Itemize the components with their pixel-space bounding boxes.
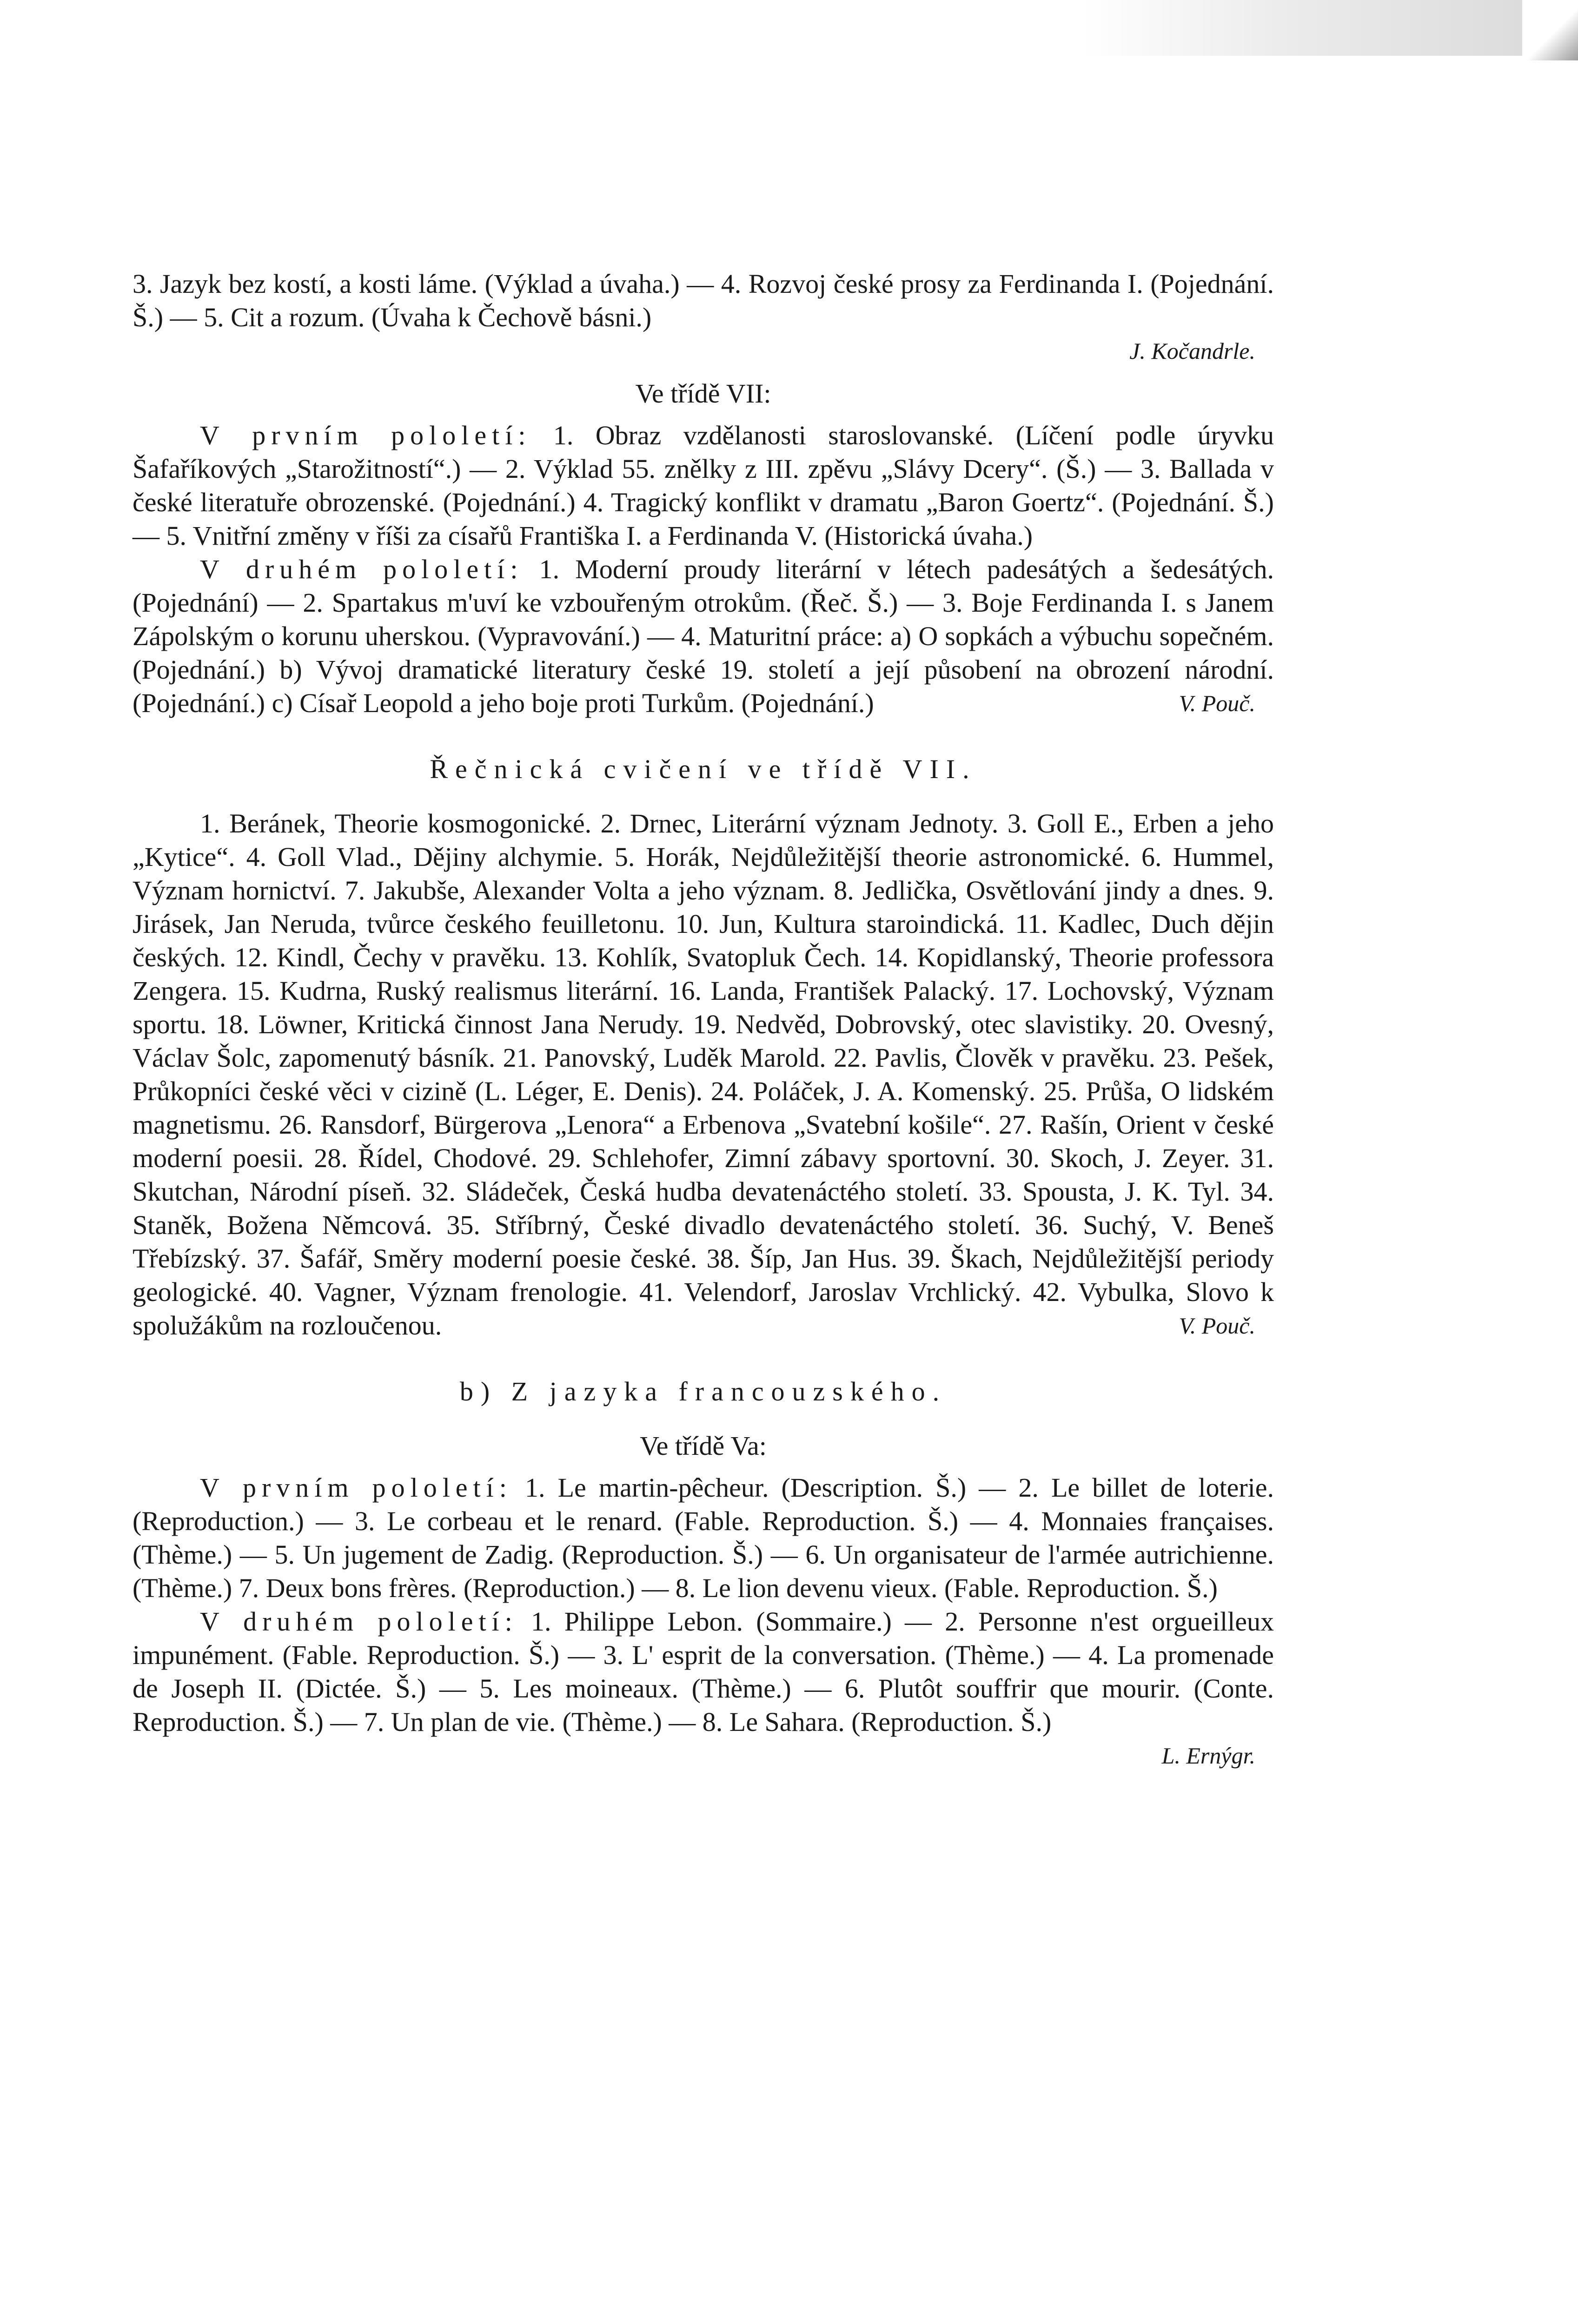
term-paragraph	[133, 1605, 1274, 1739]
term-text: 1. Le martin-pêcheur. (Description. Š.) — 2. Le billet de loterie. (Reproduction.) — 3. Le corbeau et le renard. (Fable. Reproduction. Š.) — 4. Monnaies françaises. (Thème.) — 5. Un jugement de Zadig. (Reproduction. Š.) — 6. Un organisateur de l'armée autrichienne. (Thème.) 7. Deux bons frères. (Reproduction.) — 8. Le lion devenu vieux. (Fable. Reproduction. Š.)	[133, 1472, 1274, 1603]
scan-edge-shading	[1083, 0, 1578, 56]
section-heading: Řečnická cvičení ve třídě VII.	[430, 754, 977, 784]
term-paragraph	[133, 553, 1274, 720]
essay-topics-paragraph: 3. Jazyk bez kostí, a kosti láme. (Výklad a úvaha.) — 4. Rozvoj české prosy za Ferdinanda I. (Pojednání. Š.) — 5. Cit a rozum. (Úvaha k Čechově básni.)	[133, 269, 1274, 332]
term-label: V druhém pololetí:	[200, 1606, 518, 1637]
term-label: V prvním pololetí:	[200, 1472, 512, 1503]
speech-list-text: 1. Beránek, Theorie kosmogonické. 2. Drnec, Literární význam Jednoty. 3. Goll E., Erben a jeho „Kytice“. 4. Goll Vlad., Dějiny alchymie. 5. Horák, Nejdůležitější theorie astronomické. 6. Hummel, Význam hornictví. 7. Jakubše, Alexander Volta a jeho význam. 8. Jedlička, Osvětlování jindy a dnes. 9. Jirásek, Jan Neruda, tvůrce českého feuilletonu. 10. Jun, Kultura staroindická. 11. Kadlec, Duch dějin českých. 12. Kindl, Čechy v pravěku. 13. Kohlík, Svatopluk Čech. 14. Kopidlanský, Theorie professora Zengera. 15. Kudrna, Ruský realismus literární. 16. Landa, František Palacký. 17. Lochovský, Význam sportu. 18. Löwner, Kritická činnost Jana Nerudy. 19. Nedvěd, Dobrovský, otec slavistiky. 20. Ovesný, Václav Šolc, zapomenutý básník. 21. Panovský, Luděk Marold. 22. Pavlis, Člověk v pravěku. 23. Pešek, Průkopníci české věci v cizině (L. Léger, E. Denis). 24. Poláček, J. A. Komenský. 25. Průša, O lidském magnetismu. 26. Ransdorf, Bürgerova „Lenora“ a Erbenova „Svatební košile“. 27. Rašín, Orient v české moderní poesii. 28. Řídel, Chodové. 29. Schlehofer, Zimní zábavy sportovní. 30. Skoch, J. Zeyer. 31. Skutchan, Národní píseň. 32. Sládeček, Česká hudba devatenáctého století. 33. Spousta, J. K. Tyl. 34. Staněk, Božena Němcová. 35. Stříbrný, České divadlo devatenáctého století. 36. Suchý, V. Beneš Třebízský. 37. Šafář, Směry moderní poesie české. 38. Šíp, Jan Hus. 39. Škach, Nejdůležitější periody geologické. 40. Vagner, Význam frenologie. 41. Velendorf, Jaroslav Vrchlický. 42. Vybulka, Slovo k spolužákům na rozloučenou.	[133, 808, 1274, 1340]
class-heading: Ve třídě Va:	[640, 1431, 767, 1461]
section-heading: b) Z jazyka francouzského.	[459, 1376, 947, 1406]
term-text: 1. Philippe Lebon. (Sommaire.) — 2. Personne n'est orgueilleux impunément. (Fable. Reproduction. Š.) — 3. L' esprit de la conversation. (Thème.) — 4. La promenade de Joseph II. (Dictée. Š.) — 5. Les moineaux. (Thème.) — 6. Plutôt souffrir que mourir. (Conte. Reproduction. Š.) — 7. Un plan de vie. (Thème.) — 8. Le Sahara. (Reproduction. Š.)	[133, 1606, 1274, 1737]
text-column	[133, 267, 1274, 1772]
term-paragraph	[133, 1471, 1274, 1605]
class-heading: Ve třídě VII:	[635, 378, 771, 409]
speech-list-paragraph	[133, 807, 1274, 1342]
term-label: V prvním pololetí:	[200, 420, 531, 450]
scan-corner-fold	[1522, 0, 1578, 60]
teacher-signature: V. Pouč.	[1179, 690, 1255, 716]
term-paragraph	[133, 419, 1274, 553]
term-text: 1. Moderní proudy literární v létech padesátých a šedesátých. (Pojednání) — 2. Spartakus m'uví ke vzbouřeným otrokům. (Řeč. Š.) — 3. Boje Ferdinanda I. s Janem Zápolským o korunu uherskou. (Vypravování.) — 4. Maturitní práce: a) O sopkách a výbuchu sopečném. (Pojednání.) b) Vývoj dramatické literatury české 19. století a její působení na obrození národní. (Pojednání.) c) Císař Leopold a jeho boje proti Turkům. (Pojednání.)	[133, 554, 1274, 718]
teacher-signature: L. Ernýgr.	[1161, 1743, 1255, 1769]
teacher-signature: V. Pouč.	[1179, 1313, 1255, 1339]
term-label: V druhém pololetí:	[200, 554, 524, 584]
term-text: 1. Obraz vzdělanosti staroslovanské. (Líčení podle úryvku Šafaříkových „Starožitností“.) — 2. Výklad 55. znělky z III. zpěvu „Slávy Dcery“. (Š.) — 3. Ballada v české literatuře obrozenské. (Pojednání.) 4. Tragický konflikt v dramatu „Baron Goertz“. (Pojednání. Š.) — 5. Vnitřní změny v říši za císařů Františka I. a Ferdinanda V. (Historická úvaha.)	[133, 420, 1274, 551]
teacher-signature: J. Kočandrle.	[1129, 338, 1255, 364]
